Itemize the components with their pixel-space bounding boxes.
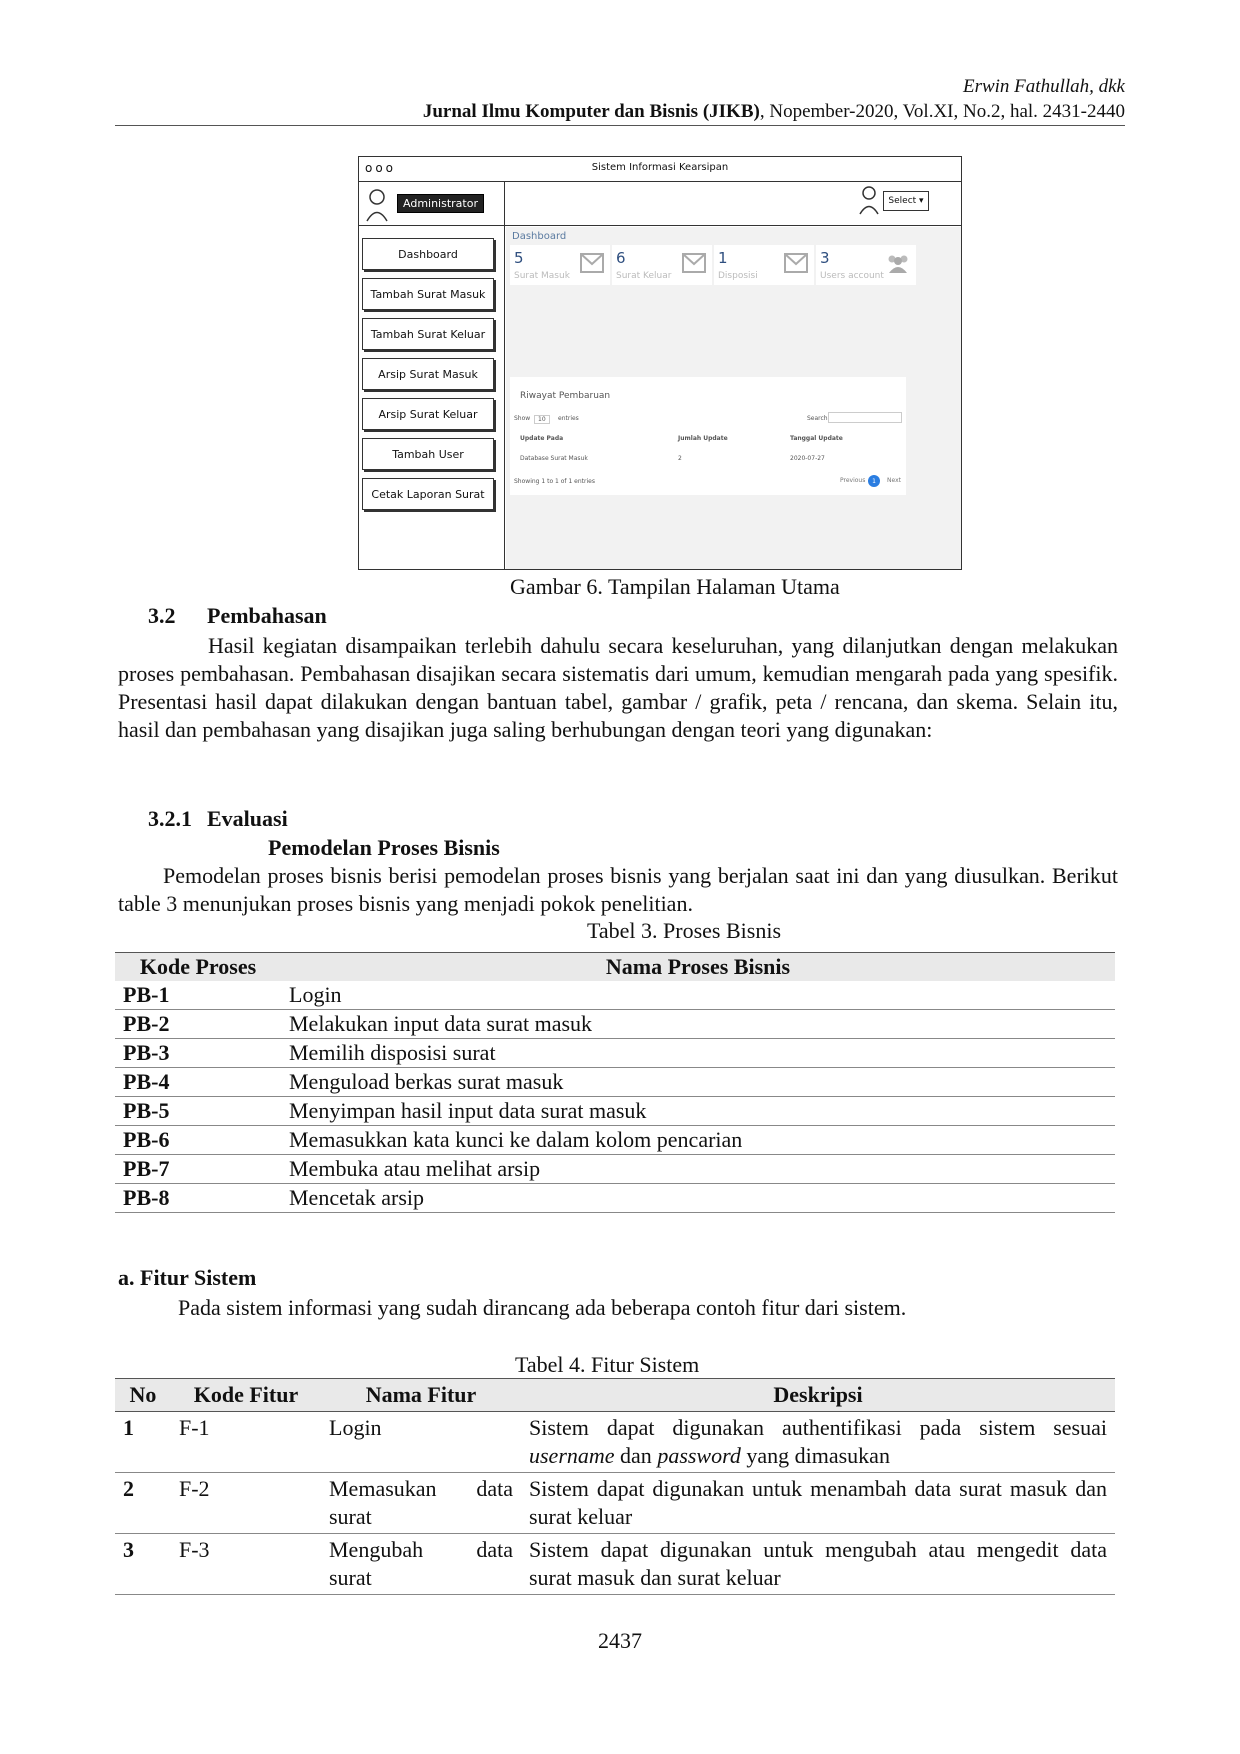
- process-code: PB-6: [115, 1126, 281, 1155]
- table-header: No: [115, 1379, 171, 1412]
- show-label: Show: [514, 415, 531, 422]
- table-fitur-sistem: [115, 1378, 1115, 1595]
- desc-text: Sistem dapat digunakan authentifikasi pada sistem sesuai: [529, 1415, 1107, 1440]
- search-input[interactable]: [828, 412, 902, 423]
- envelope-icon: [784, 253, 808, 273]
- table-header: Deskripsi: [521, 1379, 1115, 1412]
- process-code: PB-1: [115, 981, 281, 1010]
- entries-select[interactable]: 10: [534, 415, 550, 424]
- subsection-heading: a. Fitur Sistem: [118, 1265, 257, 1290]
- table-cell: F-2: [171, 1473, 321, 1534]
- table-caption: Tabel 4. Fitur Sistem: [515, 1352, 700, 1377]
- table-cell: 2: [678, 455, 682, 462]
- stat-card-surat-masuk: [510, 245, 610, 285]
- stat-label: Surat Masuk: [514, 271, 570, 281]
- admin-badge: Administrator: [397, 194, 484, 213]
- previous-button[interactable]: Previous: [840, 477, 866, 484]
- table-row: [115, 1184, 1115, 1213]
- col-header: Tanggal Update: [790, 435, 843, 442]
- table-cell: F-3: [171, 1534, 321, 1595]
- table-row: [115, 1155, 1115, 1184]
- user-avatar-icon: [365, 188, 389, 222]
- process-name: Mencetak arsip: [281, 1184, 1115, 1213]
- table-row: [115, 1010, 1115, 1039]
- table-cell: Login: [321, 1412, 521, 1473]
- table-cell: Memasukan data surat: [321, 1473, 521, 1534]
- nav-arsip-surat-keluar[interactable]: Arsip Surat Keluar: [362, 398, 494, 430]
- table-proses-bisnis: [115, 952, 1115, 1213]
- table-row: [115, 981, 1115, 1010]
- table-cell: 2020-07-27: [790, 455, 825, 462]
- stat-card-disposisi: [714, 245, 814, 285]
- process-name: Login: [281, 981, 1115, 1010]
- section-title: Evaluasi: [207, 806, 288, 831]
- running-journal: [423, 101, 1125, 123]
- process-code: PB-5: [115, 1097, 281, 1126]
- section-paragraph: Pada sistem informasi yang sudah dirancang ada beberapa contoh fitur dari sistem.: [178, 1295, 907, 1320]
- section-title: Pembahasan: [207, 603, 327, 628]
- header-rule: [115, 125, 1125, 126]
- nav-arsip-surat-masuk[interactable]: Arsip Surat Masuk: [362, 358, 494, 390]
- stat-value: 3: [820, 249, 830, 267]
- sidebar: [359, 182, 505, 569]
- table-row: [115, 1097, 1115, 1126]
- desc-italic: password: [657, 1443, 741, 1468]
- table-cell: [521, 1412, 1115, 1473]
- stat-value: 6: [616, 249, 626, 267]
- figure-caption: Gambar 6. Tampilan Halaman Utama: [510, 574, 840, 599]
- table-row: [115, 1068, 1115, 1097]
- process-name: Memilih disposisi surat: [281, 1039, 1115, 1068]
- table-row: [115, 1534, 1115, 1595]
- stat-card-surat-keluar: [612, 245, 712, 285]
- process-name: Melakukan input data surat masuk: [281, 1010, 1115, 1039]
- section-number: 3.2: [148, 603, 176, 628]
- search-label: Search:: [807, 415, 830, 422]
- dashboard-main: [506, 227, 961, 569]
- desc-italic: username: [529, 1443, 615, 1468]
- table-cell: 1: [115, 1412, 171, 1473]
- process-code: PB-4: [115, 1068, 281, 1097]
- divider: [359, 225, 504, 226]
- nav-tambah-surat-masuk[interactable]: Tambah Surat Masuk: [362, 278, 494, 310]
- process-name: Memasukkan kata kunci ke dalam kolom pencarian: [281, 1126, 1115, 1155]
- journal-name: Jurnal Ilmu Komputer dan Bisnis (JIKB): [422, 101, 760, 122]
- stat-value: 1: [718, 249, 728, 267]
- page-number: 2437: [598, 1628, 642, 1653]
- envelope-icon: [682, 253, 706, 273]
- process-name: Menguload berkas surat masuk: [281, 1068, 1115, 1097]
- next-button[interactable]: Next: [887, 477, 901, 484]
- process-code: PB-7: [115, 1155, 281, 1184]
- table-cell: F-1: [171, 1412, 321, 1473]
- table-header: Kode Fitur: [171, 1379, 321, 1412]
- table-header: Nama Fitur: [321, 1379, 521, 1412]
- table-row: [115, 1126, 1115, 1155]
- section-paragraph: Hasil kegiatan disampaikan terlebih dahulu secara keseluruhan, yang dilanjutkan dengan melakukan proses pembahasan. Pembahasan disajikan secara sistematis dari umum, kemudian mengarah pada yang spesifik. Presentasi hasil dapat dilakukan dengan bantuan tabel, gambar / grafik, peta / rencana, dan skema. Selain itu, hasil dan pembahasan yang disajikan juga saling berhubungan dengan teori yang digunakan:: [118, 633, 1118, 742]
- table-cell: Sistem dapat digunakan untuk menambah data surat masuk dan surat keluar: [521, 1473, 1115, 1534]
- nav-cetak-laporan[interactable]: Cetak Laporan Surat: [362, 478, 494, 510]
- running-author: Erwin Fathullah, dkk: [962, 76, 1125, 97]
- table-cell: Sistem dapat digunakan untuk mengubah atau mengedit data surat masuk dan surat keluar: [521, 1534, 1115, 1595]
- process-code: PB-8: [115, 1184, 281, 1213]
- user-icon: [859, 185, 879, 215]
- desc-text: yang dimasukan: [740, 1443, 890, 1468]
- process-name: Menyimpan hasil input data surat masuk: [281, 1097, 1115, 1126]
- history-panel: [510, 377, 906, 495]
- stat-value: 5: [514, 249, 524, 267]
- col-header: Update Pada: [520, 435, 564, 442]
- stat-label: Surat Keluar: [616, 271, 672, 281]
- dashboard-heading: Dashboard: [512, 231, 567, 242]
- table-cell: Mengubah data surat: [321, 1534, 521, 1595]
- table-row: [115, 1412, 1115, 1473]
- entries-label: entries: [558, 415, 579, 422]
- table-row: [115, 1473, 1115, 1534]
- section-paragraph: Pemodelan proses bisnis berisi pemodelan proses bisnis yang berjalan saat ini dan yang diusulkan. Berikut table 3 menunjukan proses bisnis yang menjadi pokok penelitian.: [118, 863, 1118, 916]
- process-code: PB-2: [115, 1010, 281, 1039]
- nav-tambah-user[interactable]: Tambah User: [362, 438, 494, 470]
- col-header: Jumlah Update: [678, 435, 728, 442]
- journal-issue: , Nopember-2020, Vol.XI, No.2, hal. 2431-2440: [759, 101, 1125, 122]
- stat-card-users: [816, 245, 916, 285]
- table-cell: Database Surat Masuk: [520, 455, 588, 462]
- desc-text: dan: [614, 1443, 658, 1468]
- nav-dashboard[interactable]: Dashboard: [362, 238, 494, 270]
- table-row: [115, 1039, 1115, 1068]
- table-caption: Tabel 3. Proses Bisnis: [587, 918, 782, 943]
- stat-label: Disposisi: [718, 271, 758, 281]
- table-header: Nama Proses Bisnis: [281, 953, 1115, 982]
- showing-info: Showing 1 to 1 of 1 entries: [514, 478, 595, 485]
- envelope-icon: [580, 253, 604, 273]
- window-controls: ooo: [365, 161, 397, 175]
- nav-tambah-surat-keluar[interactable]: Tambah Surat Keluar: [362, 318, 494, 350]
- subsection-title: Pemodelan Proses Bisnis: [268, 835, 500, 860]
- window-titlebar: [359, 157, 961, 182]
- table-cell: 3: [115, 1534, 171, 1595]
- table-cell: 2: [115, 1473, 171, 1534]
- stat-label: Users account: [820, 271, 884, 281]
- page-1-button[interactable]: 1: [868, 475, 880, 487]
- history-title: Riwayat Pembaruan: [520, 391, 611, 401]
- users-icon: [886, 253, 910, 273]
- table-header: Kode Proses: [115, 953, 281, 982]
- figure-dashboard-mockup: [358, 156, 962, 570]
- divider: [504, 225, 961, 226]
- section-number: 3.2.1: [148, 806, 192, 831]
- process-code: PB-3: [115, 1039, 281, 1068]
- window-title: Sistem Informasi Kearsipan: [591, 162, 729, 173]
- process-name: Membuka atau melihat arsip: [281, 1155, 1115, 1184]
- user-select-dropdown[interactable]: Select ▾: [883, 191, 929, 211]
